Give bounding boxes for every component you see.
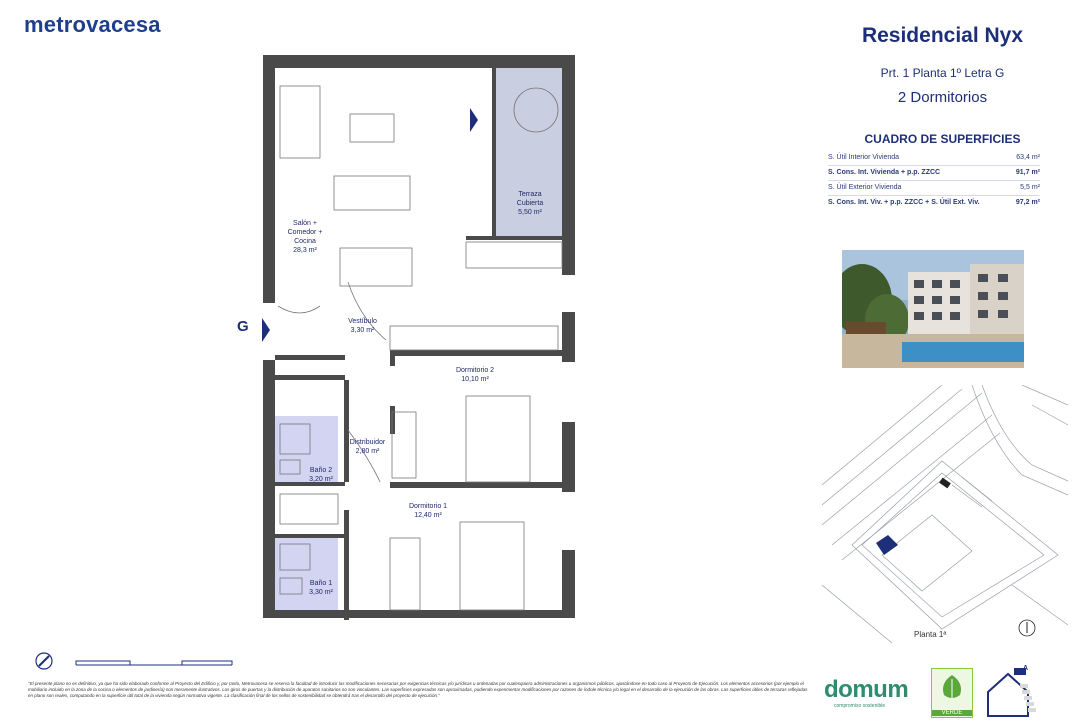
- room-area: 10,10 m²: [461, 376, 489, 383]
- room-name: Salón +: [293, 220, 317, 227]
- domum-tagline: compromiso sostenible: [834, 703, 886, 709]
- scale-bar: [32, 650, 242, 672]
- room-area: 3,20 m²: [309, 476, 333, 483]
- metrovacesa-logo: metrovacesa: [24, 12, 161, 37]
- floor-plan: [230, 50, 580, 620]
- room-bano2: [296, 466, 346, 484]
- bath1-fill: [274, 536, 338, 610]
- room-dormitorio1: [398, 502, 458, 520]
- room-vestibulo: [335, 317, 390, 335]
- surface-value: 91,7 m²: [1015, 169, 1040, 176]
- row-divider: [828, 180, 1040, 181]
- room-area: 12,40 m²: [414, 512, 442, 519]
- room-distribuidor: [340, 438, 395, 456]
- bedrooms-label: 2 Dormitorios: [897, 89, 988, 106]
- site-plan: [822, 385, 1068, 643]
- room-area: 3,30 m²: [309, 589, 333, 596]
- entrance-letter: G: [237, 318, 249, 335]
- energy-rating-icon: [984, 664, 1044, 722]
- verde-label: VERDE: [932, 710, 972, 716]
- surface-label: S. Cons. Int. Viv. + p.p. ZZCC + S. Útil Ext. Viv.: [828, 199, 980, 206]
- building-render-image: [842, 250, 1024, 368]
- unit-label: Prt. 1 Planta 1º Letra G: [880, 66, 1005, 80]
- surfaces-title: CUADRO DE SUPERFICIES: [864, 132, 1021, 146]
- room-name: Cocina: [294, 238, 316, 245]
- domum-logo: domum: [824, 676, 909, 703]
- arrow-terrace-icon: [470, 108, 478, 132]
- room-name: Distribuidor: [349, 439, 386, 446]
- room-area: 5,50 m²: [518, 209, 542, 216]
- room-bano1: [296, 579, 346, 597]
- room-name: Cubierta: [516, 200, 544, 207]
- surface-row: [828, 169, 1040, 176]
- room-area: 2,80 m²: [355, 448, 380, 455]
- room-name: Baño 2: [309, 467, 333, 474]
- arrow-entrance-icon: [262, 318, 270, 342]
- room-salon: [280, 219, 330, 255]
- room-name: Vestíbulo: [348, 318, 377, 325]
- surface-row: [828, 154, 1040, 161]
- room-name: Terraza: [518, 191, 542, 198]
- room-name: Dormitorio 2: [455, 367, 495, 374]
- surface-value: 5,5 m²: [1020, 184, 1040, 191]
- room-name: Dormitorio 1: [408, 503, 448, 510]
- disclaimer-text: "El presente plano no es definitivo, ya que ha sido elaborado conforme al Proyecto del Edificio y, por tanto, Metrovacesa se reserva la facultad de introducir las modificaciones necesarias por exigencias técnicas y/o jurídicas u ordenadas por cualesquiera administraciones u organismos públicos, ajustándose en todo caso al Proyecto de Ejecución. Los elementos accesorios (por ejemplo el mobiliario incluido en la zona de la cocina o elementos de jardinería) son meramente ilustrativos. Los giros de puertas y la distribución de aparatos sanitarios no son vinculantes. Las superficies expresadas son aproximadas, pudiendo experimentar modificaciones por razones de índole técnica y/o legal en el desarrollo de la ejecución de las obras. Las superficies útiles de terrazas reflejadas en plano son reales, computando en la superficie útil total de la vivienda según normativa vigente. La clasificación final de los sellos de sostenibilidad se obtendrá tras el desarrollo del proyecto de ejecución.": [28, 681, 808, 698]
- surface-value: 63,4 m²: [1016, 154, 1040, 161]
- surface-row: [828, 184, 1040, 191]
- room-name: Comedor +: [287, 229, 323, 236]
- row-divider: [828, 165, 1040, 166]
- room-terraza: [500, 190, 560, 217]
- room-area: 28,3 m²: [293, 247, 317, 254]
- site-plan-label: Planta 1ª: [914, 630, 947, 639]
- row-divider: [828, 195, 1040, 196]
- room-name: Baño 1: [309, 580, 333, 587]
- surface-row: [828, 199, 1040, 206]
- room-dormitorio2: [445, 366, 505, 384]
- surface-label: S. Útil Interior Vivienda: [828, 154, 900, 161]
- surface-value: 97,2 m²: [1015, 199, 1040, 206]
- room-area: 3,30 m²: [350, 327, 375, 334]
- surface-label: S. Cons. Int. Vivienda + p.p. ZZCC: [828, 169, 941, 176]
- leaf-icon: [932, 669, 972, 705]
- project-title: Residencial Nyx: [861, 24, 1024, 47]
- surface-label: S. Útil Exterior Vivienda: [828, 184, 902, 191]
- energy-class: A: [1023, 665, 1029, 672]
- verde-badge: [931, 668, 973, 718]
